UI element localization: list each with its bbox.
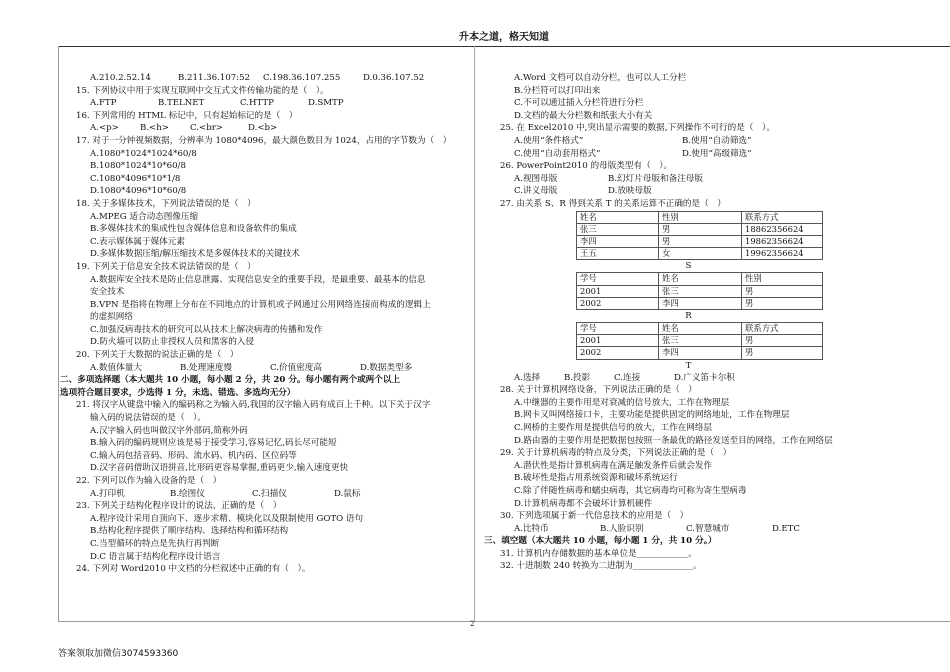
option-text: D.SMTP: [308, 98, 344, 109]
option-row: [76, 122, 466, 135]
table-cell: 2001: [577, 285, 659, 297]
option-text: C.智慧城市: [686, 523, 730, 534]
question-text: 20. 下列关于大数据的说法正确的是（ ）: [76, 350, 239, 361]
option-text: B.1080*1024*10*60/8: [90, 161, 186, 172]
table-cell: 2002: [577, 347, 659, 359]
question-text: 15. 下列协议中用于实现互联网中交互式文件传输功能的是（ ）。: [76, 85, 329, 96]
option-text: B.使用“自动筛选”: [682, 135, 752, 146]
option-text: B.结构化程序提供了顺序结构、选择结构和循环结构: [90, 526, 289, 537]
relation-r-block: [500, 272, 920, 322]
option-text: C.表示媒体属于媒体元素: [90, 236, 185, 247]
question-text: 18. 关于多媒体技术，下列说法错误的是（ ）: [76, 198, 256, 209]
table-cell: 李四: [659, 347, 742, 359]
question-text: 23. 下列关于结构化程序设计的说法，正确的是（ ）: [76, 501, 282, 512]
option-row: [500, 523, 920, 536]
option-text: A.数据库安全技术是防止信息泄露、实现信息安全的重要手段，是最重要、最基本的信息: [90, 274, 426, 285]
table-cell: 张三: [659, 335, 742, 347]
table-row: [577, 285, 823, 297]
column-divider: [474, 46, 475, 621]
option-text: D.C 语言属于结构化程序设计语言: [90, 551, 221, 562]
option-text: B.投影: [564, 372, 591, 383]
table-cell: 男: [742, 285, 823, 297]
table-header-cell: 姓名: [577, 211, 659, 223]
option-text: C.加强反病毒技术的研究可以从技术上解决病毒的传播和发作: [90, 324, 323, 335]
option-text: D.广义笛卡尔积: [674, 372, 735, 383]
option-text: B.VPN 是指将在物理上分布在不同地点的计算机或子网通过公用网络连接而构成的逻辑上: [90, 299, 431, 310]
option-text: D.使用“高级筛选”: [682, 148, 752, 159]
question-text: 24. 下列对 Word2010 中文档的分栏叙述中正确的有（ ）。: [76, 564, 311, 575]
option-text: C.当型循环的特点是先执行再判断: [90, 538, 220, 549]
option-row: [76, 97, 466, 110]
question-text: 22. 下列可以作为输入设备的是（ ）: [76, 476, 222, 486]
table-header-cell: 姓名: [659, 273, 742, 285]
table-cell: 男: [659, 223, 742, 235]
question-text: 21. 将汉字从键盘中输入的编码称之为输入码,我国的汉字输入码有成百上千种。以下关于汉字: [76, 400, 431, 411]
table-cell: 王五: [577, 248, 659, 260]
table-header-row: [577, 273, 823, 285]
option-text: C.讲义母版: [514, 186, 558, 197]
option-text: A.FTP: [90, 98, 117, 109]
option-text: B.输入码的编码规则应该是易于接受学习,容易记忆,码长尽可能短: [90, 438, 337, 449]
option-text: C.除了伴随性病毒和蠕虫病毒，其它病毒均可称为寄生型病毒: [514, 485, 747, 496]
relation-r-label: R: [685, 310, 692, 321]
option-text: B.211.36.107:52: [178, 73, 251, 83]
option-text: C.价值密度高: [270, 362, 322, 373]
relation-s-table: [576, 211, 823, 261]
option-text: A.程序设计采用自顶向下、逐步求精、模块化以及限制使用 GOTO 语句: [90, 513, 364, 524]
option-text: C.1080*4096*10*1/8: [90, 173, 181, 184]
question-text: 27. 由关系 S、R 得到关系 T 的关系运算不正确的是（ ）: [500, 198, 726, 209]
table-cell: 女: [659, 248, 742, 260]
option-text: B.幻灯片母版和备注母版: [608, 173, 703, 184]
question-text: 25. 在 Excel2010 中,突出显示需要的数据,下列操作不可行的是（ ）。: [500, 123, 775, 134]
table-header-cell: 联系方式: [742, 211, 823, 223]
right-column-top: [500, 72, 920, 211]
table-cell: 李四: [659, 297, 742, 309]
option-text: D.鼠标: [334, 488, 361, 499]
relation-r-table: [576, 272, 823, 310]
relation-t-block: [500, 322, 920, 372]
table-header-cell: 性别: [659, 211, 742, 223]
option-text: C.不可以通过插入分栏符进行分栏: [514, 98, 644, 109]
option-text: B.破坏性是指占用系统资源和破坏系统运行: [514, 473, 678, 484]
option-text: A.汉字输入码也叫做汉字外部码,简称外码: [90, 425, 248, 436]
option-row: [76, 362, 466, 375]
table-cell: 张三: [577, 223, 659, 235]
table-header-row: [577, 211, 823, 223]
table-header-cell: 性别: [742, 273, 823, 285]
option-text: A.选择: [514, 372, 541, 383]
option-text: D.数据类型多: [360, 362, 413, 373]
table-header-cell: 学号: [577, 322, 659, 334]
option-row: [500, 372, 920, 385]
option-text: B.人脸识别: [600, 523, 644, 534]
table-row: [577, 347, 823, 359]
option-text: D.计算机病毒都不会破坏计算机硬件: [514, 498, 653, 509]
table-cell: 18862356624: [742, 223, 823, 235]
option-text: 输入码的说法错误的是（ ）。: [90, 413, 207, 424]
table-cell: 男: [659, 235, 742, 247]
option-text: A.MPEG 适合动态图像压缩: [90, 211, 199, 222]
table-cell: 李四: [577, 235, 659, 247]
option-text: A.比特币: [514, 523, 549, 534]
section-heading: 三、填空题（本大题共 10 小题，每小题 1 分，共 10 分。）: [484, 536, 717, 547]
option-row: [500, 173, 920, 186]
option-text: C.输入码包括音码、形码、流水码、机内码、区位码等: [90, 450, 297, 461]
option-text: B.分栏符可以打印出来: [514, 85, 601, 96]
option-text: C.<br>: [190, 123, 224, 134]
table-row: [577, 223, 823, 235]
relation-t-label: T: [685, 360, 692, 371]
option-text: 的虚拟网络: [90, 312, 133, 323]
option-text: A.使用“条件格式”: [514, 135, 584, 146]
question-text: 30. 下列选项属于新一代信息技术的应用是（ ）: [500, 511, 689, 522]
option-text: C.使用“自动套用格式”: [514, 148, 601, 159]
table-header-row: [577, 322, 823, 334]
option-text: C.198.36.107.255: [263, 73, 341, 83]
table-row: [577, 248, 823, 260]
option-text: A.<p>: [90, 123, 119, 134]
footer-contact: 答案领取加微信3074593360: [58, 649, 179, 659]
question-text: 17. 对于一分钟视频数据，分辨率为 1080*4096，最大颜色数目为 1024，占用的字节数为（ ）: [76, 135, 452, 146]
question-text: 29. 关于计算机病毒的特点及分类，下列说法正确的是（ ）: [500, 448, 732, 459]
option-text: B.TELNET: [158, 98, 205, 109]
option-text: B.处理速度慢: [180, 362, 233, 373]
option-text: D.ETC: [772, 523, 800, 534]
question-text: 28. 关于计算机网络设备，下列说法正确的是（ ）: [500, 385, 697, 396]
option-text: B.多媒体技术的集成性包含媒体信息和设备软件的集成: [90, 224, 297, 235]
option-text: B.绘图仪: [170, 488, 205, 499]
right-column: [484, 72, 920, 573]
option-text: A.Word 文档可以自动分栏，也可以人工分栏: [514, 73, 687, 83]
table-header-cell: 联系方式: [742, 322, 823, 334]
option-text: A.潜伏性是指计算机病毒在满足触发条件后就会发作: [514, 460, 713, 471]
option-text: A.1080*1024*1024*60/8: [90, 148, 197, 159]
option-text: A.数值体量大: [90, 362, 142, 373]
table-cell: 男: [742, 335, 823, 347]
table-header-cell: 姓名: [659, 322, 742, 334]
option-row: [76, 72, 466, 85]
option-text: D.防火墙可以防止非授权人员和黑客的入侵: [90, 337, 255, 348]
option-text: D.文档的最大分栏数和纸张大小有关: [514, 110, 653, 121]
option-text: D.1080*4096*10*60/8: [90, 186, 187, 197]
option-text: B.网卡又叫网络接口卡，主要功能是提供固定的网络地址，工作在物理层: [514, 410, 790, 421]
option-text: A.打印机: [90, 488, 125, 499]
option-text: D.路由器的主要作用是把数据包按照一条最优的路径发送至目的网络，工作在网络层: [514, 435, 833, 446]
page-header-title: 升本之道，格天知道: [459, 32, 549, 43]
table-row: [577, 335, 823, 347]
relation-s-block: [500, 211, 920, 273]
table-row: [577, 235, 823, 247]
option-text: C.HTTP: [240, 98, 274, 109]
table-cell: 男: [742, 347, 823, 359]
option-text: D.0.36.107.52: [363, 73, 425, 83]
section-heading: 选项符合题目要求，少选得 1 分，未选、错选、多选均无分）: [60, 387, 296, 398]
table-cell: 2002: [577, 297, 659, 309]
option-text: A.视图母版: [514, 173, 558, 184]
option-text: D.汉字音码借助汉语拼音,比形码更容易掌握,重码更少,输入速度更快: [90, 463, 349, 474]
option-text: 安全技术: [90, 287, 125, 298]
option-text: B.<h>: [140, 123, 169, 134]
table-row: [577, 297, 823, 309]
option-text: C.连接: [614, 372, 641, 383]
relation-t-table: [576, 322, 823, 360]
option-text: C.扫描仪: [252, 488, 287, 499]
option-row: [500, 185, 920, 198]
relation-s-label: S: [685, 261, 692, 272]
page-number: 2: [470, 620, 475, 628]
option-text: D.放映母版: [608, 186, 652, 197]
question-text: 26. PowerPoint2010 的母版类型有（ ）。: [500, 161, 673, 172]
option-row: [500, 148, 920, 161]
table-cell: 19862356624: [742, 235, 823, 247]
option-text: A.中继器的主要作用是对衰减的信号放大，工作在物理层: [514, 397, 730, 408]
section-heading: 二、多项选择题（本大题共 10 小题，每小题 2 分，共 20 分。每小题有两个或两个以上: [60, 375, 401, 386]
table-cell: 19962356624: [742, 248, 823, 260]
option-row: [76, 488, 466, 501]
table-header-cell: 学号: [577, 273, 659, 285]
option-text: D.<b>: [248, 123, 278, 134]
option-text: D.多媒体数据压缩/解压缩技术是多媒体技术的关键技术: [90, 249, 300, 260]
left-column: [60, 72, 466, 576]
question-text: 16. 下列常用的 HTML 标记中，只有起始标记的是（ ）: [76, 110, 298, 121]
table-cell: 2001: [577, 335, 659, 347]
question-text: 31. 计算机内存储数据的基本单位是____________。: [500, 548, 697, 559]
option-text: A.210.2.52.14: [90, 73, 151, 83]
table-cell: 张三: [659, 285, 742, 297]
right-column-bottom: [484, 372, 920, 574]
option-row: [500, 135, 920, 148]
question-text: 19. 下列关于信息安全技术说法错误的是（ ）: [76, 261, 256, 272]
table-cell: 男: [742, 297, 823, 309]
option-text: C.网桥的主要作用是提供信号的放大，工作在网络层: [514, 422, 713, 433]
question-text: 32. 十进制数 240 转换为二进制为______________。: [500, 561, 702, 572]
